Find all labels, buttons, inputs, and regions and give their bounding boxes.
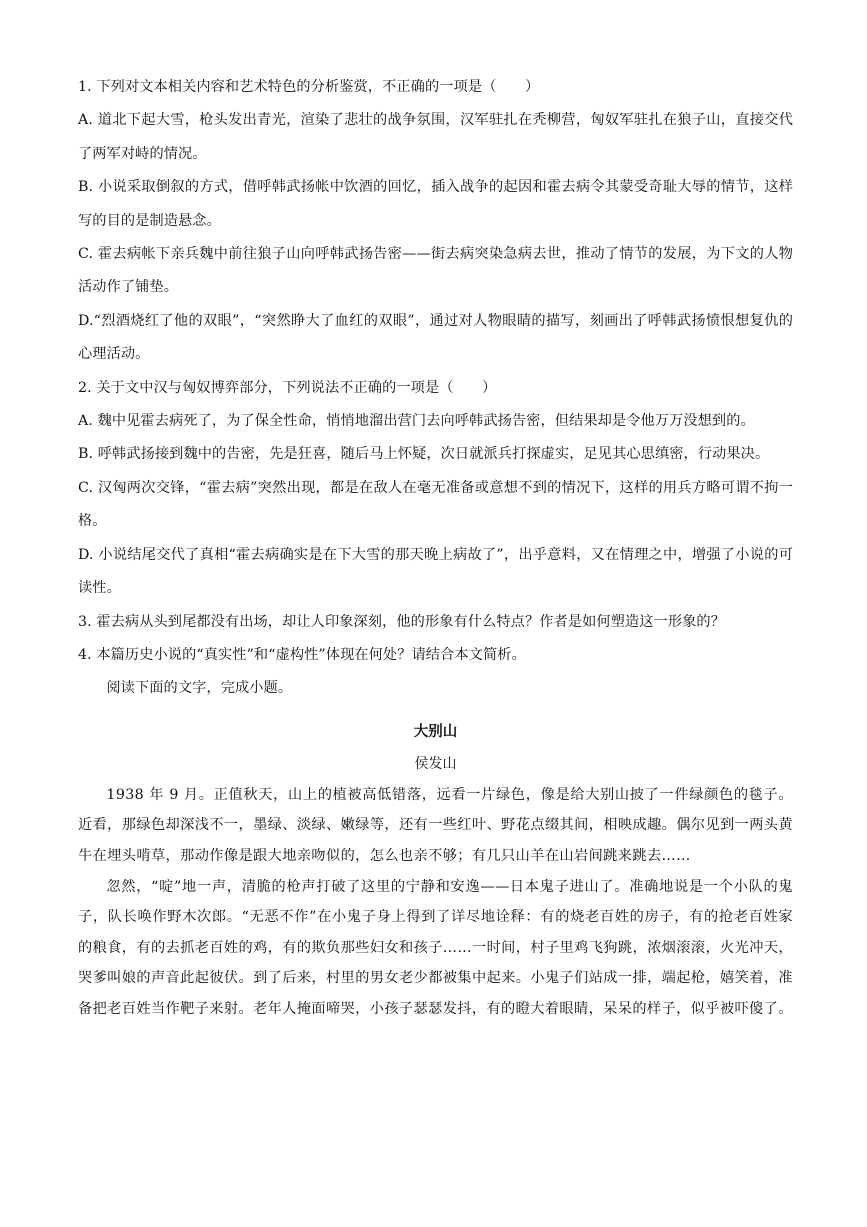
question-2-stem: 2. 关于文中汉与匈奴博弈部分，下列说法不正确的一项是（ ） — [78, 379, 497, 396]
question-3: 3. 霍去病从头到尾都没有出场，却让人印象深刻，他的形象有什么特点？作者是如何塑造这一形象的？ — [78, 613, 725, 630]
question-1-option-c: C. 霍去病帐下亲兵魏中前往狼子山向呼韩武扬告密——街去病突染急病去世，推动了情节的发展，为下文的人物活动作了铺垫。 — [78, 246, 793, 296]
story-paragraph: 忽然，“啶”地一声，清脆的枪声打破了这里的宁静和安逸——日本鬼子进山了。准确地说是一个小队的鬼子，队长唤作野木次郎。“无恶不作”在小鬼子身上得到了详尽地诠释：有的烧老百姓的房子，有的抢老百姓家的粮食，有的去抓老百姓的鸡，有的欺负那些妇女和孩子……一时间，村子里鸡飞狗跳，浓烟滚滚，火光冲天，哭爹叫娘的声音此起彼伏。到了后来，村里的男女老少都被集中起来。小鬼子们站成一排，端起枪，嬉笑着，准备把老百姓当作靶子来射。老年人掩面啼哭，小孩子瑟瑟发抖，有的瞪大着眼睛，呆呆的样子，似乎被吓傻了。 — [78, 878, 793, 1017]
question-2-option-a: A. 魏中见霍去病死了，为了保全性命，悄悄地溜出营门去向呼韩武扬告密，但结果却是令他万万没想到的。 — [78, 413, 755, 430]
question-1-option-b: B. 小说采取倒叙的方式，借呼韩武扬帐中饮酒的回忆，插入战争的起因和霍去病令其蒙受奇耻大辱的情节，这样写的目的是制造悬念。 — [78, 179, 793, 229]
story-body — [78, 780, 793, 1025]
reading-instruction: 阅读下面的文字，完成小题。 — [106, 680, 293, 697]
question-2-option-b: B. 呼韩武扬接到魏中的告密，先是狂喜，随后马上怀疑，次日就派兵打探虚实，足见其心思缜密，行动果决。 — [78, 446, 770, 463]
question-1-option-d: D.“烈酒烧红了他的双眼”，“突然睁大了血红的双眼”，通过对人物眼睛的描写，刻画出了呼韩武扬愤恨想复仇的心理活动。 — [78, 312, 793, 363]
question-1-stem: 1. 下列对文本相关内容和艺术特色的分析鉴赏，不正确的一项是（ ） — [78, 79, 540, 95]
story-author: 侯发山 — [414, 755, 457, 772]
story-paragraph: 1938 年 9 月。正值秋天，山上的植被高低错落，远看一片绿色，像是给大别山披了一件绿颜色的毯子。近看，那绿色却深浅不一，墨绿、淡绿、嫩绿等，还有一些红叶、野花点缀其间，相映成趣。偶尔见到一两头黄牛在埋头啃草，那动作像是跟大地亲吻似的，怎么也亲不够；有几只山羊在山岩间跳来跳去…… — [78, 786, 793, 864]
question-4: 4. 本篇历史小说的“真实性”和“虚构性”体现在何处？请结合本文简析。 — [78, 646, 526, 663]
question-1-option-a: A. 道北下起大雪，枪头发出青光，渲染了悲壮的战争氛围，汉军驻扎在秃柳营，匈奴军驻扎在狼子山，直接交代了两军对峙的情况。 — [78, 112, 793, 162]
question-2-option-c: C. 汉匈两次交锋，“霍去病”突然出现，都是在敌人在毫无准备或意想不到的情况下，这样的用兵方略可谓不拘一格。 — [78, 479, 793, 530]
question-2-option-d: D. 小说结尾交代了真相“霍去病确实是在下大雪的那天晚上病故了”，出乎意料，又在情理之中，增强了小说的可读性。 — [78, 546, 793, 597]
story-title: 大别山 — [413, 722, 458, 740]
questions-section — [78, 71, 793, 672]
